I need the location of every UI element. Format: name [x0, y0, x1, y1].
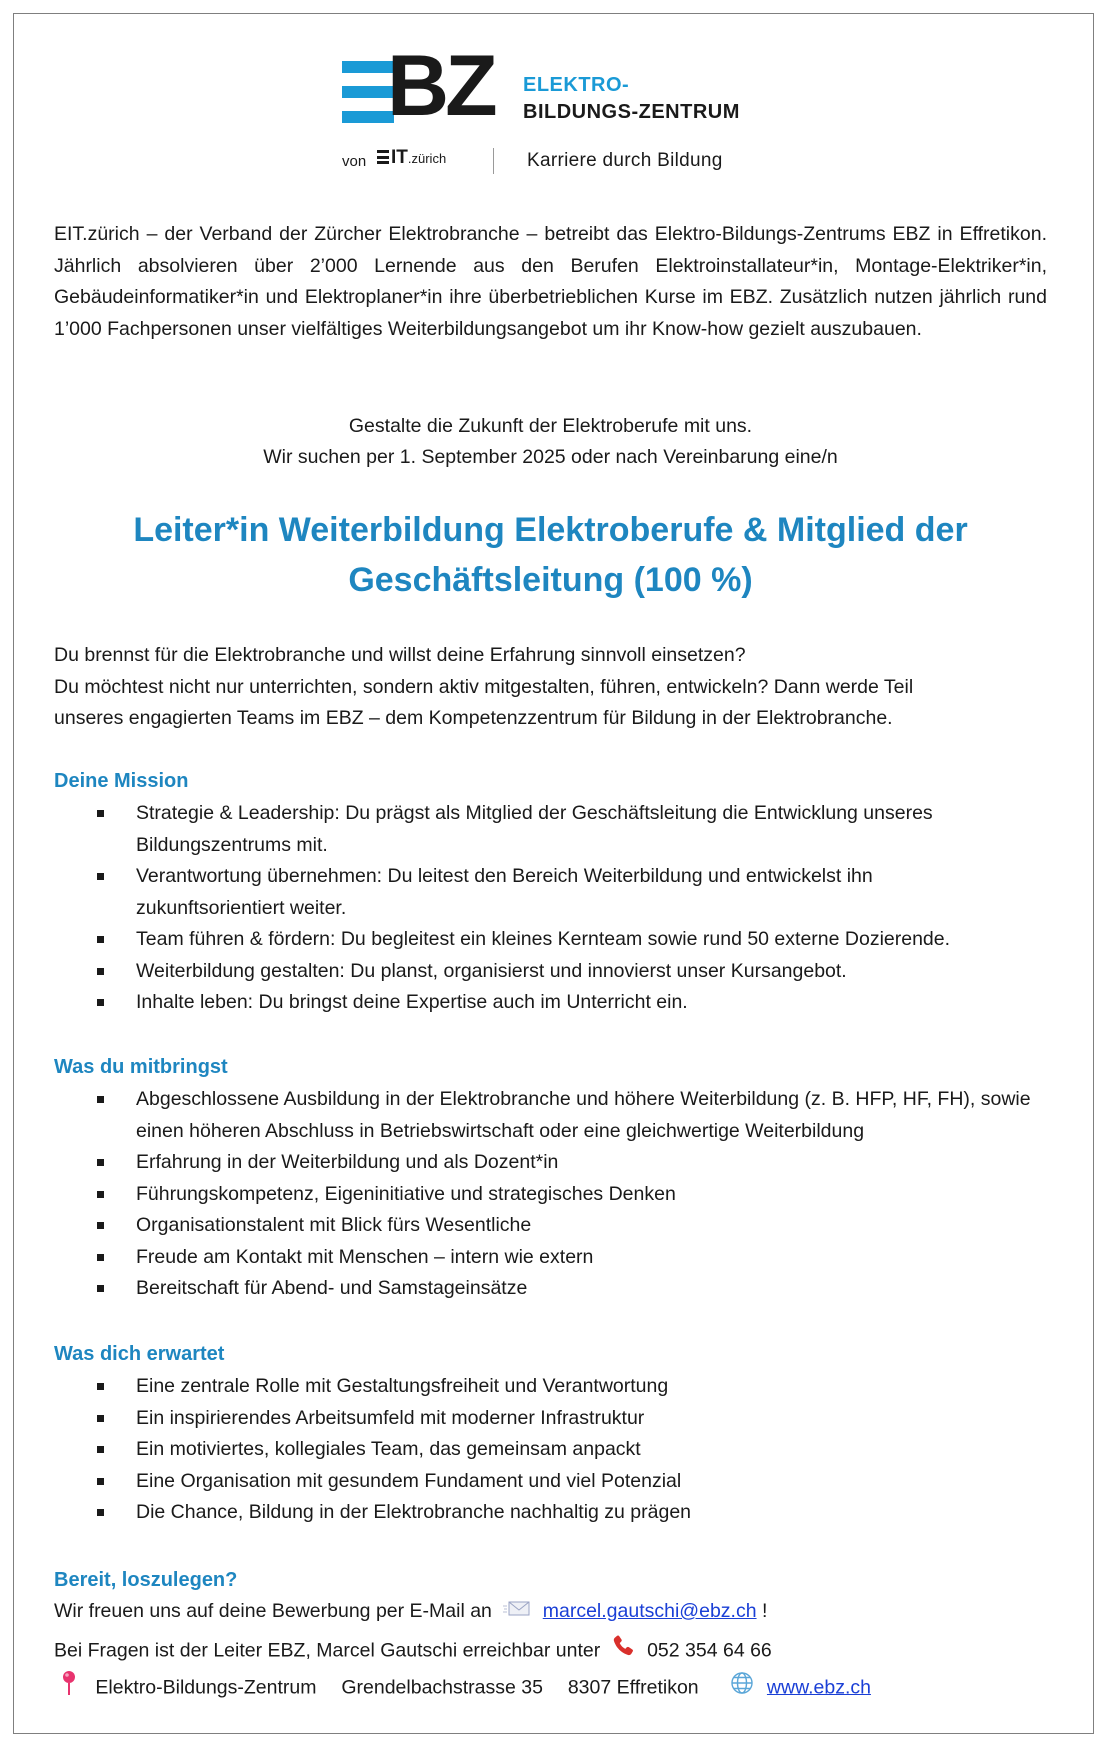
eit-main: IT — [391, 147, 408, 168]
address-city: 8307 Effretikon — [567, 1676, 699, 1699]
list-item: Die Chance, Bildung in der Elektrobranche nachhaltig zu prägen — [54, 1497, 1047, 1529]
list-item: Eine Organisation mit gesundem Fundament und viel Potenzial — [54, 1466, 1047, 1498]
logo-divider — [493, 148, 494, 174]
address-line — [54, 1670, 871, 1707]
offer-list — [54, 1371, 1047, 1529]
address-street: Grendelbachstrasse 35 — [341, 1676, 543, 1699]
list-item: Organisationstalent mit Blick fürs Wesentliche — [54, 1210, 1047, 1242]
globe-icon — [730, 1671, 754, 1706]
lead-line-2: Du möchtest nicht nur unterrichten, sondern aktiv mitgestalten, führen, entwickeln? Dann werde Teil unseres engagierten Teams im EBZ – dem Kompetenzzentrum für Bildung in der Elektrobranche. — [54, 675, 914, 729]
list-item: Strategie & Leadership: Du prägst als Mitglied der Geschäftsleitung die Entwicklung unseres Bildungszentrums mit. — [54, 798, 1016, 861]
mail-text: Wir freuen uns auf deine Bewerbung per E-Mail an — [54, 1600, 492, 1622]
lead-line-1: Du brennst für die Elektrobranche und willst deine Erfahrung sinnvoll einsetzen? — [54, 644, 746, 666]
requirements-list — [54, 1084, 1047, 1305]
list-item: Inhalte leben: Du bringst deine Expertise auch im Unterricht ein. — [54, 987, 1047, 1019]
list-item: Ein inspirierendes Arbeitsumfeld mit moderner Infrastruktur — [54, 1403, 1047, 1435]
logo-letters: BZ — [387, 38, 494, 134]
logo-von: von — [342, 153, 367, 170]
list-item: Bereitschaft für Abend- und Samstageinsätze — [54, 1273, 1047, 1305]
eit-small: .zürich — [407, 151, 447, 166]
mail-line — [54, 1596, 767, 1628]
job-title — [54, 505, 1047, 605]
contact-heading: Bereit, loszulegen? — [54, 1569, 238, 1591]
phone-icon — [610, 1633, 636, 1670]
phone-line — [54, 1633, 772, 1670]
eit-logo — [377, 147, 446, 169]
list-item: Eine zentrale Rolle mit Gestaltungsfreiheit und Verantwortung — [54, 1371, 1047, 1403]
phone-text: Bei Fragen ist der Leiter EBZ, Marcel Gautschi erreichbar unter — [54, 1639, 601, 1662]
requirements-heading: Was du mitbringst — [54, 1056, 228, 1078]
list-item: Führungskompetenz, Eigeninitiative und strategisches Denken — [54, 1179, 1047, 1211]
list-item: Abgeschlossene Ausbildung in der Elektrobranche und höhere Weiterbildung (z. B. HFP, HF, FH), sowie einen höheren Abschluss in Betriebswirtschaft oder eine gleichwertige Weiterbildung — [54, 1084, 1047, 1147]
job-title-line-2: Geschäftsleitung (100 %) — [348, 561, 753, 599]
mail-end: ! — [761, 1600, 768, 1622]
offer-heading: Was dich erwartet — [54, 1343, 225, 1365]
search-sentence: Wir suchen per 1. September 2025 oder nach Vereinbarung eine/n — [263, 446, 838, 468]
slogan: Gestalte die Zukunft der Elektroberufe mit uns. — [348, 415, 753, 437]
logo-tagline: Karriere durch Bildung — [527, 150, 723, 171]
address-org: Elektro-Bildungs-Zentrum — [95, 1676, 317, 1699]
job-title-line-1: Leiter*in Weiterbildung Elektroberufe & Mitglied der — [133, 511, 968, 549]
ebz-logo — [325, 38, 775, 177]
website-link[interactable]: www.ebz.ch — [766, 1676, 871, 1699]
mission-heading: Deine Mission — [54, 770, 189, 792]
logo-line-1: ELEKTRO- — [523, 74, 630, 96]
list-item: Weiterbildung gestalten: Du planst, organisierst und innovierst unser Kursangebot. — [54, 956, 1047, 988]
list-item: Freude am Kontakt mit Menschen – intern wie extern — [54, 1242, 1047, 1274]
envelope-icon — [503, 1596, 531, 1628]
list-item: Ein motiviertes, kollegiales Team, das gemeinsam anpackt — [54, 1434, 1047, 1466]
list-item: Erfahrung in der Weiterbildung und als Dozent*in — [54, 1147, 1047, 1179]
list-item: Verantwortung übernehmen: Du leitest den Bereich Weiterbildung und entwickelst ihn zukunftsorientiert weiter. — [54, 861, 1016, 924]
email-link[interactable]: marcel.gautschi@ebz.ch — [542, 1600, 757, 1622]
map-pin-icon — [60, 1670, 78, 1707]
mission-list — [54, 798, 1047, 1019]
lead-paragraph — [54, 640, 1047, 735]
phone-number: 052 354 64 66 — [647, 1639, 772, 1662]
intro-paragraph: EIT.zürich – der Verband der Zürcher Elektrobranche – betreibt das Elektro-Bildungs-Zentrums EBZ in Effretikon. Jährlich absolvieren über 2’000 Lernende aus den Berufen Elektroinstallateur*in, Montage-Elektriker*in, Gebäudeinformatiker*in und Elektroplaner*in ihre überbetrieblichen Kurse im EBZ. Zusätzlich nutzen jährlich rund 1’000 Fachpersonen unser vielfältiges Weiterbildungsangebot um ihr Know-how gezielt auszubauen. — [54, 223, 1047, 340]
list-item: Team führen & fördern: Du begleitest ein kleines Kernteam sowie rund 50 externe Dozierende. — [54, 924, 1047, 956]
logo-line-2: BILDUNGS-ZENTRUM — [523, 101, 740, 123]
